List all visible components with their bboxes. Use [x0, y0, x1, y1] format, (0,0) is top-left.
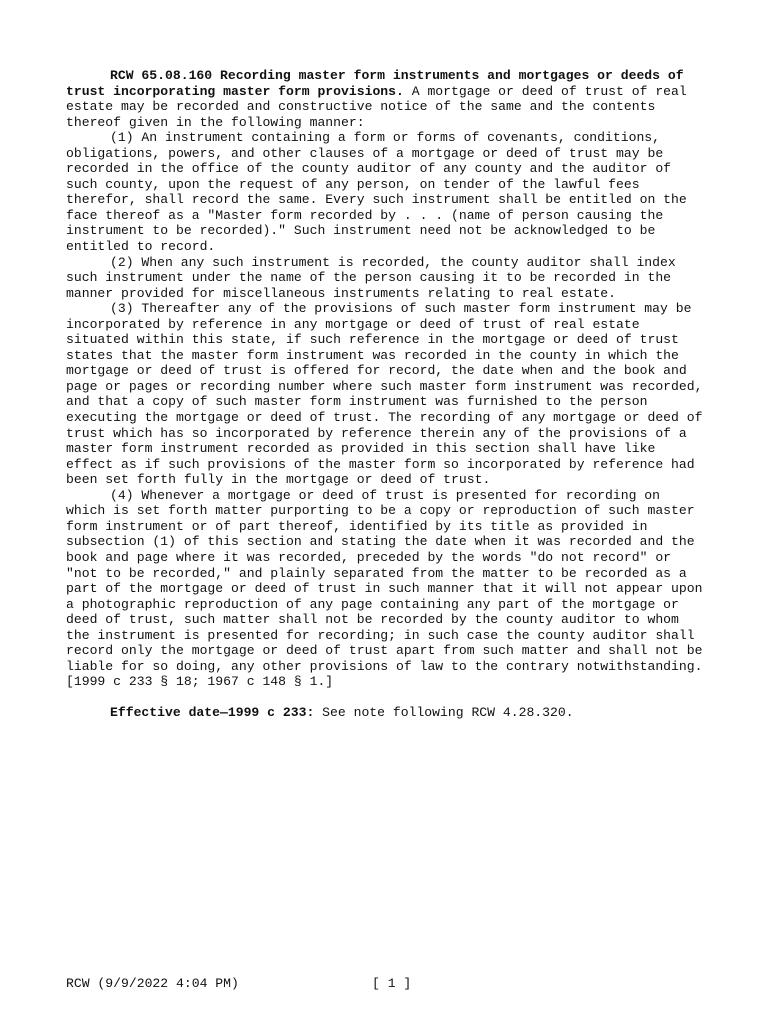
effective-date-text: See note following RCW 4.28.320.	[314, 705, 574, 721]
effective-date-note	[66, 705, 706, 721]
section-intro-paragraph	[66, 68, 706, 130]
subsection-4: (4) Whenever a mortgage or deed of trust is presented for recording on which is set forth matter purporting to be a copy or reproduction of such master form instrument or of part thereof, identified by its title as provided in subsection (1) of this section and stating the date when it was recorded and the book and page where it was recorded, preceded by the words "do not record" or "not to be recorded," and plainly separated from the matter to be recorded as a part of the mortgage or deed of trust in such manner that it will not appear upon a photographic reproduction of any page containing any part of the mortgage or deed of trust, such matter shall not be recorded by the county auditor to whom the instrument is presented for recording; in such case the county auditor shall record only the mortgage or deed of trust apart from such matter and shall not be liable for so doing, any other provisions of law to the contrary notwithstanding. [1999 c 233 § 18; 1967 c 148 § 1.]	[66, 487, 703, 690]
document-body	[66, 68, 706, 721]
page-number: [ 1 ]	[372, 976, 412, 991]
subsection-1: (1) An instrument containing a form or forms of covenants, conditions, obligations, powers, and other clauses of a mortgage or deed of trust may be recorded in the office of the county auditor of any county and the auditor of such county, upon the request of any person, on tender of the lawful fees therefor, shall record the same. Every such instrument shall be entitled on the face thereof as a "Master form recorded by . . . (name of person causing the instrument to be recorded)." Such instrument need not be acknowledged to be entitled to record.	[66, 130, 687, 255]
effective-date-label: Effective date—1999 c 233:	[110, 705, 315, 721]
footer-timestamp: RCW (9/9/2022 4:04 PM)	[66, 976, 239, 991]
section-heading: RCW 65.08.160 Recording master form instruments and mortgages or deeds of trust incorporating master form provisions.	[66, 68, 684, 99]
subsection-2: (2) When any such instrument is recorded, the county auditor shall index such instrument under the name of the person causing it to be recorded in the manner provided for miscellaneous instruments relating to real estate.	[66, 254, 676, 301]
section-intro-text: A mortgage or deed of trust of real estate may be recorded and constructive notice of the same and the contents thereof given in the following manner:	[66, 83, 687, 130]
subsection-3: (3) Thereafter any of the provisions of such master form instrument may be incorporated by reference in any mortgage or deed of trust of real estate situated within this state, if such reference in the mortgage or deed of trust states that the master form instrument was recorded in the county in which the mortgage or deed of trust is offered for record, the date when and the book and page or pages or recording number where such master form instrument was recorded, and that a copy of such master form instrument was furnished to the person executing the mortgage or deed of trust. The recording of any mortgage or deed of trust which has so incorporated by reference therein any of the provisions of a master form instrument recorded as provided in this section shall have like effect as if such provisions of the master form so incorporated by reference had been set forth fully in the mortgage or deed of trust.	[66, 301, 703, 488]
